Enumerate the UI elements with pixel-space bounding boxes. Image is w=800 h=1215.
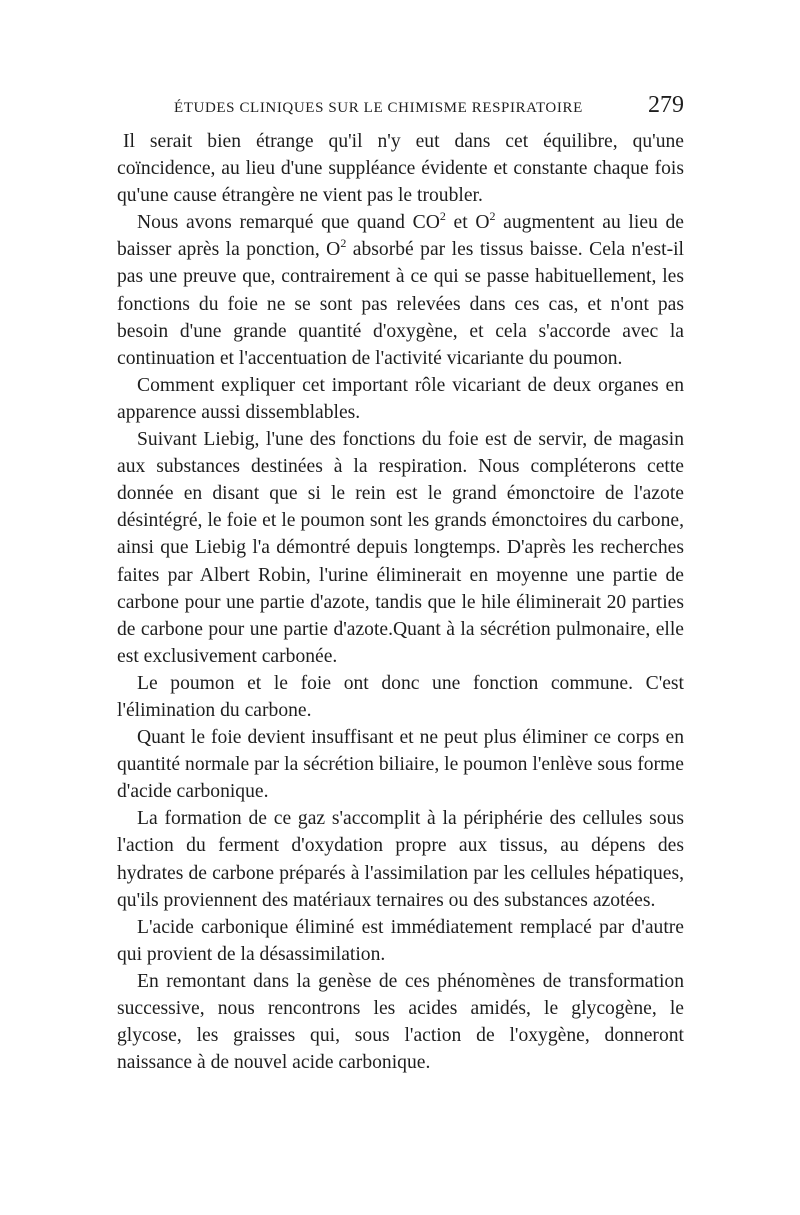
paragraph: En remontant dans la genèse de ces phénomènes de transformation successive, nous rencontrons les acides amidés, le glycogène, le glycose, les graisses qui, sous l'action de l'oxygène, donneront naissance à de nouvel acide carbonique. — [117, 970, 684, 1074]
paragraph: Comment expliquer cet important rôle vicariant de deux organes en apparence aussi dissemblables. — [117, 374, 684, 423]
paragraph: La formation de ce gaz s'accomplit à la périphérie des cellules sous l'action du ferment d'oxydation propre aux tissus, au dépens des hydrates de carbone préparés à l'assimilation par les cellules hépatiques, qu'ils proviennent des matériaux ternaires ou des substances azotées. — [117, 808, 684, 911]
paragraph: L'acide carbonique éliminé est immédiatement remplacé par d'autre qui provient de la désassimilation. — [117, 916, 684, 965]
paragraph: Suivant Liebig, l'une des fonctions du foie est de servir, de magasin aux substances destinées à la respiration. Nous compléterons cette donnée en disant que si le rein est le grand émonctoire de l'azote désintégré, le foie et le poumon sont les grands émonctoires du carbone, ainsi que Liebig l'a démontré depuis longtemps. D'après les recherches faites par Albert Robin, l'urine éliminerait en moyenne une partie de carbone pour une partie d'azote, tandis que le hile éliminerait 20 parties de carbone pour une partie d'azote.Quant à la sécrétion pulmonaire, elle est exclusivement carbonée. — [117, 429, 684, 667]
paragraph — [117, 209, 684, 372]
paragraph: Il serait bien étrange qu'il n'y eut dans cet équilibre, qu'une coïncidence, au lieu d'une suppléance évidente et constante chaque fois qu'une cause étrangère ne vient pas le troubler. — [117, 131, 684, 207]
body-text — [117, 128, 684, 1076]
superscript: 2 — [439, 208, 446, 223]
page-header — [118, 92, 684, 128]
paragraph: Le poumon et le foie ont donc une fonction commune. C'est l'élimination du carbone. — [117, 672, 684, 721]
text-run: et O — [445, 212, 490, 234]
text-run: augmentent au lieu de baisser après la ponction, O — [117, 212, 684, 261]
page-number: 279 — [648, 92, 684, 118]
running-title: ÉTUDES CLINIQUES SUR LE CHIMISME RESPIRATOIRE — [174, 100, 583, 116]
superscript: 2 — [340, 235, 347, 250]
text-run: absorbé par les tissus baisse. Cela n'est-il pas une preuve que, contrairement à ce qui se passe habituellement, les fonctions du foie ne se sont pas relevées dans ces cas, et n'ont pas besoin d'une grande quantité d'oxygène, et cela s'accorde avec la continuation et l'accentuation de l'activité vicariante du poumon. — [117, 239, 684, 369]
paragraph: Quant le foie devient insuffisant et ne peut plus éliminer ce corps en quantité normale par la sécrétion biliaire, le poumon l'enlève sous forme d'acide carbonique. — [117, 727, 684, 803]
superscript: 2 — [489, 208, 496, 223]
text-run: Nous avons remarqué que quand CO — [137, 212, 440, 234]
